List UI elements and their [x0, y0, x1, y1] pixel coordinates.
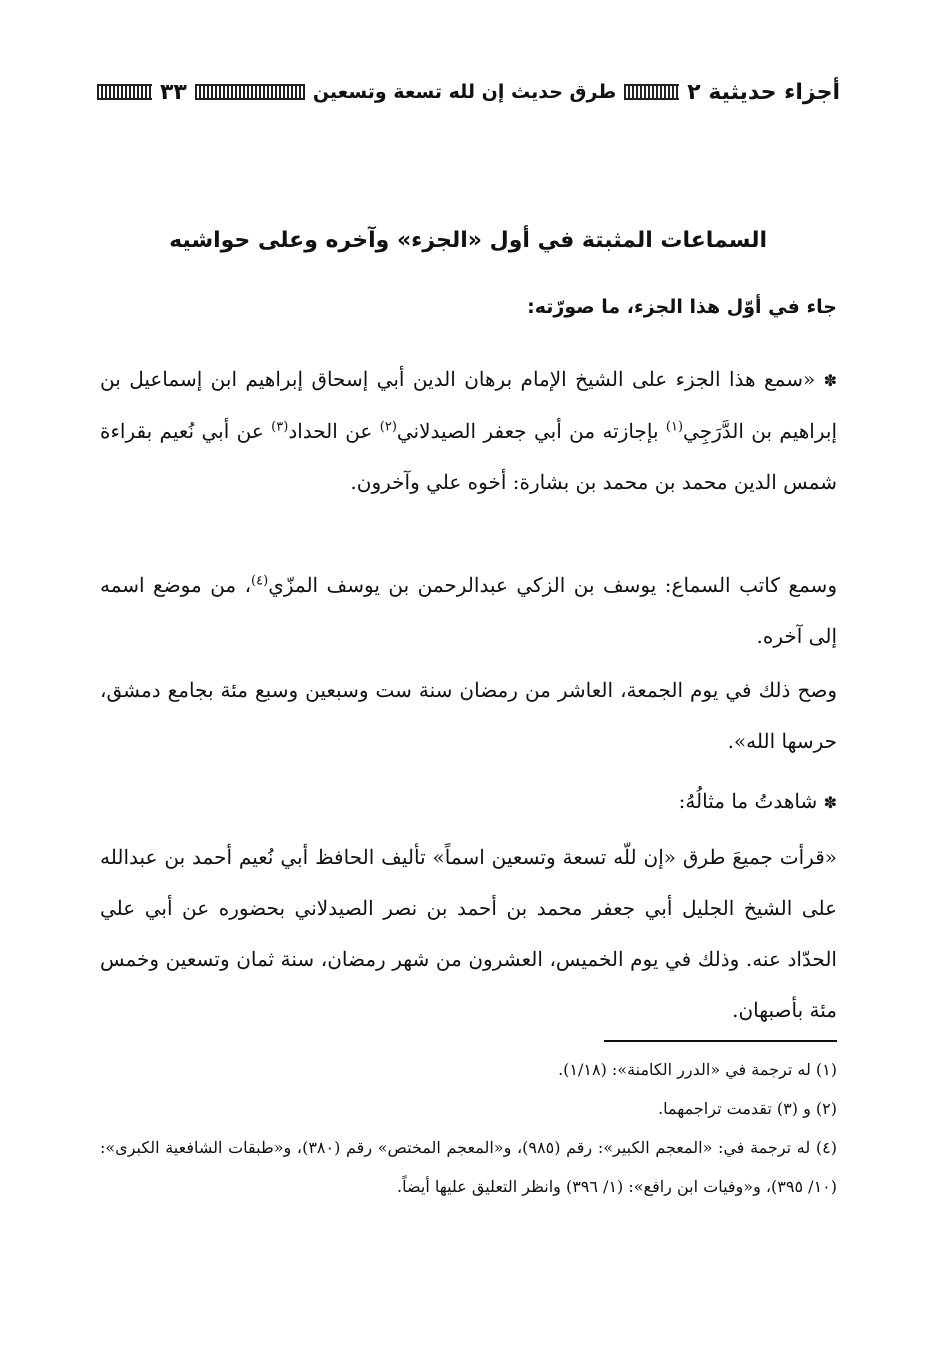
running-header	[100, 70, 840, 114]
paragraph-sama-3: وصح ذلك في يوم الجمعة، العاشر من رمضان سنة ست وسبعين وسبع مئة بجامع دمشق، حرسها الله».	[100, 678, 837, 753]
page-number: ٣٣	[159, 79, 187, 105]
header-ornament-bar	[195, 84, 305, 100]
footnote-divider	[604, 1040, 837, 1042]
running-header-title: طرق حديث إن لله تسعة وتسعين	[312, 81, 617, 103]
footnote-2: (٢) و (٣) تقدمت تراجمهما.	[658, 1099, 837, 1118]
paragraph-sama-2	[100, 560, 837, 662]
section-heading: السماعات المثبتة في أول «الجزء» وآخره وعلى حواشيه	[169, 228, 767, 253]
paragraph-sama-4	[100, 776, 837, 828]
footnote-1: (١) له ترجمة في «الدرر الكامنة»: (١/١٨).	[558, 1060, 837, 1079]
paragraph-text: وسمع كاتب السماع: يوسف بن الزكي عبدالرحمن بن يوسف المزّي	[268, 573, 837, 597]
paragraph-text: بإجازته من أبي جعفر الصيدلاني	[396, 419, 666, 443]
paragraph-text: عن أبي نُعيم بقراءة شمس الدين محمد بن محمد بن بشارة: أخوه علي وآخرون.	[100, 419, 837, 494]
header-ornament-bar	[97, 84, 152, 100]
paragraph-sama-1	[100, 354, 837, 508]
star-icon: ✽	[823, 371, 838, 390]
header-ornament-bar	[624, 84, 679, 100]
star-icon: ✽	[823, 793, 837, 812]
paragraph-text: شاهدتُ ما مثالُهُ:	[678, 789, 818, 813]
footnote-ref-3[interactable]: (٣)	[271, 419, 289, 435]
running-header-book: أجزاء حديثية ٢	[687, 79, 840, 105]
footnote-ref-2[interactable]: (٢)	[379, 419, 397, 435]
footnotes	[100, 1050, 837, 1206]
paragraph-text: «سمع هذا الجزء على الشيخ الإمام برهان الدين أبي إسحاق إبراهيم ابن إسماعيل بن إبراهيم بن الدَّرَجِي	[100, 367, 838, 443]
paragraph-text: ، من موضع اسمه إلى آخره.	[100, 573, 837, 648]
footnote-4: (٤) له ترجمة في: «المعجم الكبير»: رقم (٩٨٥)، و«المعجم المختص» رقم (٣٨٠)، و«طبقات الشافعية الكبرى»: (١٠/ ٣٩٥)، و«وفيات ابن رافع»: (١/ ٣٩٦) وانظر التعليق عليها أيضاً.	[100, 1138, 838, 1196]
intro-line: جاء في أوّل هذا الجزء، ما صورّته:	[527, 296, 837, 318]
paragraph-sama-5: «قرأت جميعَ طرق «إن للّه تسعة وتسعين اسماً» تأليف الحافظ أبي نُعيم أحمد بن عبدالله على الشيخ الجليل أبي جعفر محمد بن أحمد بن نصر الصيدلاني بحضوره عن أبي علي الحدّاد عنه. وذلك في يوم الخميس، العشرون من شهر رمضان، سنة ثمان وتسعين وخمس مئة بأصبهان.	[100, 845, 837, 1022]
paragraph-text: عن الحداد	[288, 419, 380, 443]
footnote-ref-1[interactable]: (١)	[665, 419, 684, 435]
footnote-ref-4[interactable]: (٤)	[251, 573, 269, 589]
